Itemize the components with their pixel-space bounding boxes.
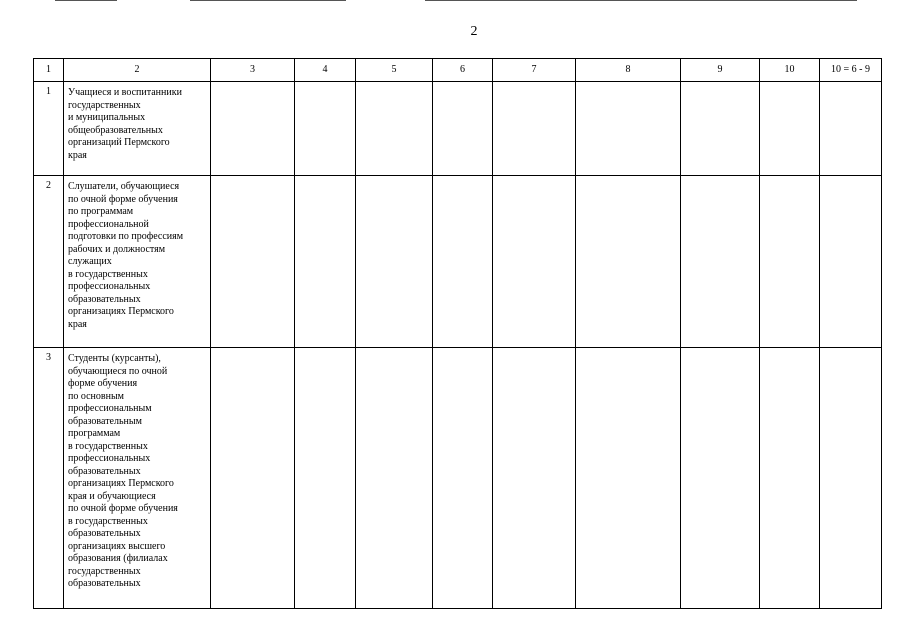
empty-cell <box>576 176 681 348</box>
empty-cell <box>211 82 295 176</box>
row-category: Студенты (курсанты), обучающиеся по очной форме обучения по основным профессиональным образовательным программам в государственных профессиональных образовательных организациях Пермского края и обучающиеся по очной форме обучения в государственных образовательных организациях высшего образования (филиалах государственных образовательных <box>64 348 211 609</box>
table-row <box>34 348 882 609</box>
column-header: 6 <box>433 59 493 82</box>
row-number: 1 <box>34 82 64 176</box>
empty-cell <box>433 82 493 176</box>
empty-cell <box>493 176 576 348</box>
column-header: 10 = 6 - 9 <box>820 59 882 82</box>
table-row <box>34 82 882 176</box>
empty-cell <box>295 176 356 348</box>
empty-cell <box>493 82 576 176</box>
empty-cell <box>576 348 681 609</box>
row-category: Учащиеся и воспитанники государственных и муниципальных общеобразовательных организаций Пермского края <box>64 82 211 176</box>
empty-cell <box>295 348 356 609</box>
column-header: 8 <box>576 59 681 82</box>
empty-cell <box>356 82 433 176</box>
empty-cell <box>295 82 356 176</box>
empty-cell <box>211 176 295 348</box>
empty-cell <box>356 348 433 609</box>
page-number: 2 <box>470 24 478 39</box>
top-rule <box>425 0 857 1</box>
empty-cell <box>681 82 760 176</box>
column-header: 5 <box>356 59 433 82</box>
top-rule <box>190 0 346 1</box>
column-header: 9 <box>681 59 760 82</box>
empty-cell <box>433 176 493 348</box>
column-header: 7 <box>493 59 576 82</box>
column-header: 2 <box>64 59 211 82</box>
empty-cell <box>760 82 820 176</box>
empty-cell <box>356 176 433 348</box>
column-header: 1 <box>34 59 64 82</box>
data-table <box>33 58 882 609</box>
empty-cell <box>760 176 820 348</box>
empty-cell <box>820 348 882 609</box>
column-header: 10 <box>760 59 820 82</box>
row-number: 2 <box>34 176 64 348</box>
empty-cell <box>760 348 820 609</box>
row-category: Слушатели, обучающиеся по очной форме обучения по программам профессиональной подготовки по профессиям рабочих и должностям служащих в государственных профессиональных образовательных организациях Пермского края <box>64 176 211 348</box>
top-rule <box>55 0 117 1</box>
empty-cell <box>681 176 760 348</box>
empty-cell <box>576 82 681 176</box>
empty-cell <box>820 176 882 348</box>
empty-cell <box>820 82 882 176</box>
column-header: 4 <box>295 59 356 82</box>
table-row <box>34 176 882 348</box>
empty-cell <box>681 348 760 609</box>
empty-cell <box>493 348 576 609</box>
header-row <box>34 59 882 82</box>
empty-cell <box>211 348 295 609</box>
row-number: 3 <box>34 348 64 609</box>
empty-cell <box>433 348 493 609</box>
column-header: 3 <box>211 59 295 82</box>
